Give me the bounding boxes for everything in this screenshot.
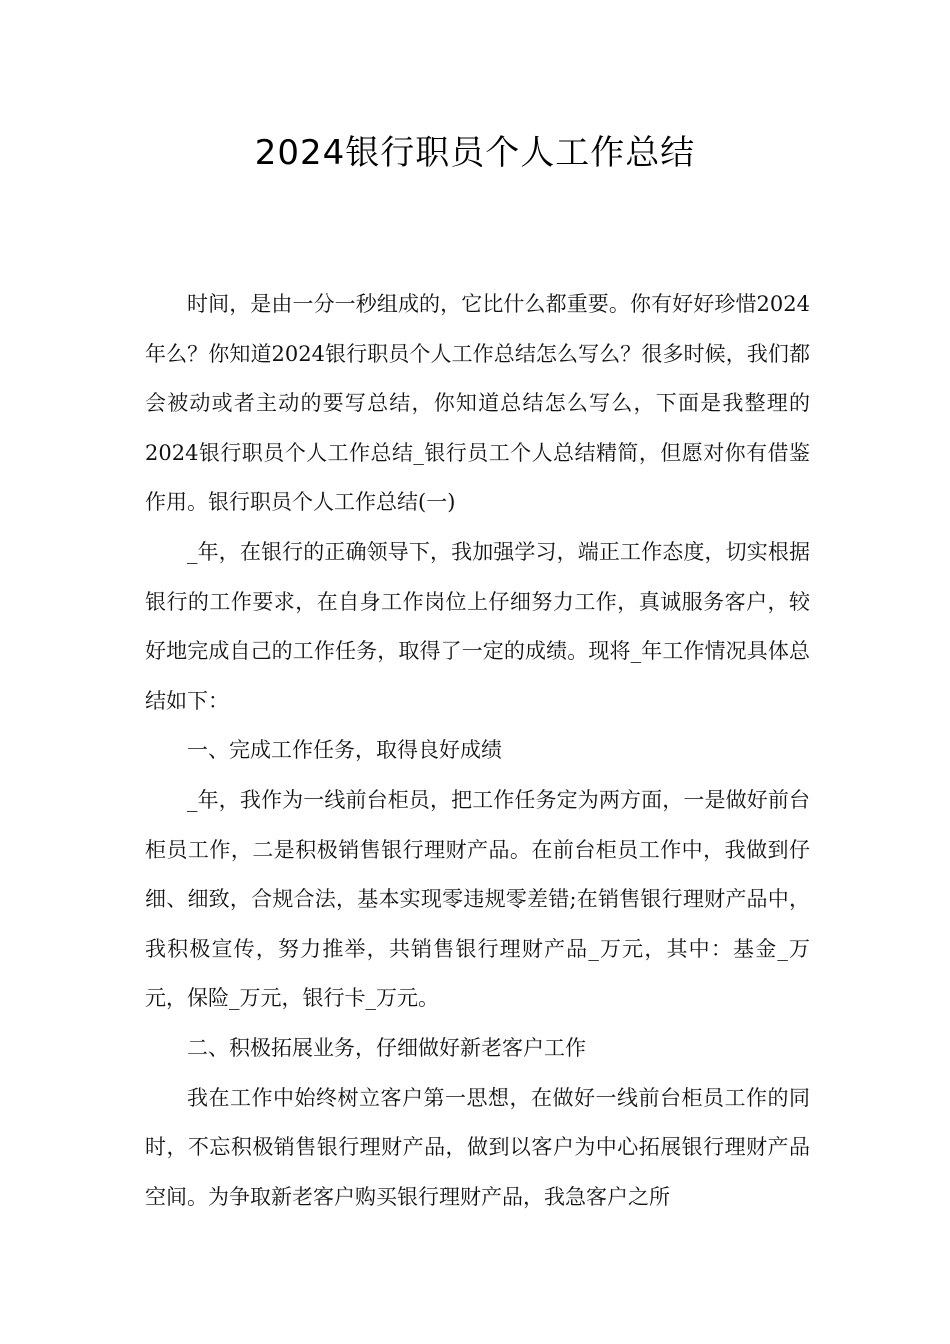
paragraph-overview: _年，在银行的正确领导下，我加强学习，端正工作态度，切实根据银行的工作要求，在自身工作岗位上仔细努力工作，真诚服务客户，较好地完成自己的工作任务，取得了一定的成绩。现将_年工作情况具体总结如下： — [145, 539, 810, 713]
paragraph-intro: 时间，是由一分一秒组成的，它比什么都重要。你有好好珍惜2024年么？你知道2024银行职员个人工作总结怎么写么？很多时候，我们都会被动或者主动的要写总结，你知道总结怎么写么，下面是我整理的2024银行职员个人工作总结_银行员工个人总结精简，但愿对你有借鉴作用。银行职员个人工作总结(一) — [145, 292, 810, 515]
document-title: 2024银行职员个人工作总结 — [254, 133, 696, 173]
document-body — [145, 280, 810, 1222]
section-heading-1: 一、完成工作任务，取得良好成绩 — [187, 738, 502, 763]
paragraph-section-2: 我在工作中始终树立客户第一思想，在做好一线前台柜员工作的同时，不忘积极销售银行理财产品，做到以客户为中心拓展银行理财产品空间。为争取新老客户购买银行理财产品，我急客户之所 — [145, 1085, 810, 1209]
paragraph-section-1: _年，我作为一线前台柜员，把工作任务定为两方面，一是做好前台柜员工作，二是积极销售银行理财产品。在前台柜员工作中，我做到仔细、细致，合规合法，基本实现零违规零差错;在销售银行理财产品中，我积极宣传，努力推举，共销售银行理财产品_万元，其中：基金_万元，保险_万元，银行卡_万元。 — [145, 787, 810, 1011]
section-heading-2: 二、积极拓展业务，仔细做好新老客户工作 — [187, 1035, 586, 1060]
